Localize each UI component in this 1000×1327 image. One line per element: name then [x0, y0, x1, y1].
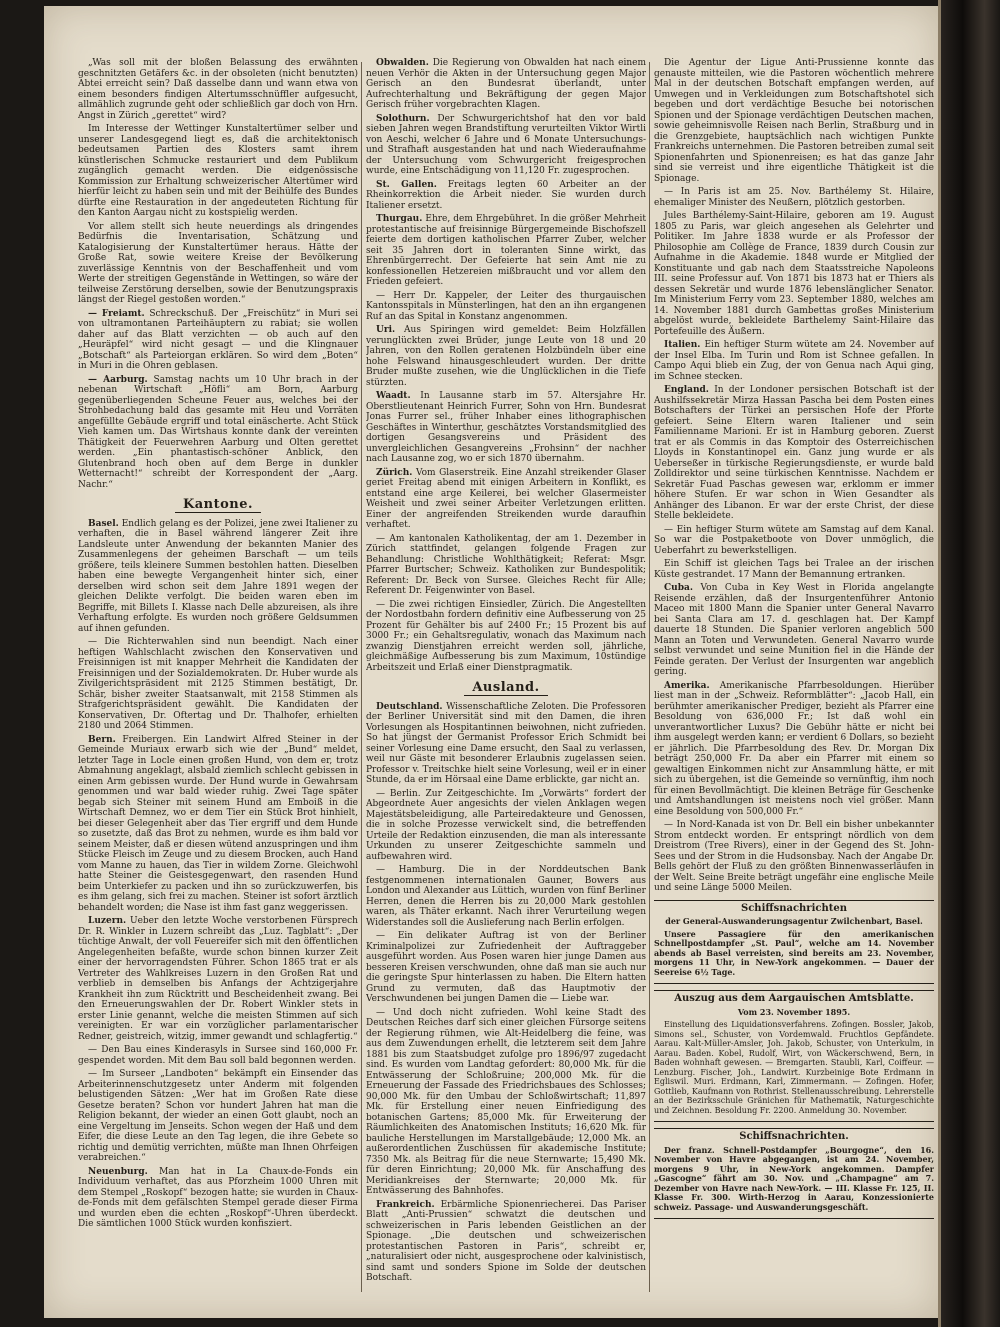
- shipping-notice-box: [654, 900, 934, 985]
- place-heading: St. Gallen.: [376, 179, 437, 190]
- news-item: Frankreich. Erbärmliche Spionenriecherei. Das Pariser Blatt „Anti-Prussien“ schwatzt die deutschen und schweizerischen in Paris lebenden Geistlichen an der Spionage. „Die deutschen und schweizerischen protestantischen Pastoren in Paris“, schreibt er, „naturalisiert oder nicht, ausgesprochene oder kalvinistisch, sind samt und sonders Spione im Solde der deutschen Botschaft.: [366, 1199, 646, 1283]
- article-paragraph: — Den Bau eines Kinderasyls in Sursee sind 160,000 Fr. gespendet worden. Mit dem Bau soll bald begonnen werden.: [78, 1045, 358, 1066]
- place-heading: — Aarburg.: [88, 374, 148, 385]
- place-heading: Uri.: [376, 325, 396, 335]
- news-item: St. Gallen. Freitags legten 60 Arbeiter an der Rheinkorrektion die Arbeit nieder. Sie wurden durch Italiener ersetzt.: [366, 179, 646, 211]
- page-edge: [938, 0, 941, 1327]
- box-text: Der franz. Schnell-Postdampfer „Bourgogne“, den 16. November von Havre abgegangen, ist am 24. November, morgens 9 Uhr, in New-York angekommen. Dampfer „Gascogne“ fährt am 30. Nov. und „Champagne“ am 7. Dezember von Havre nach New-York. — III. Klasse Fr. 125, II. Klasse Fr. 300. Wirth-Herzog in Aarau, Konzessionierte schweiz. Passage- und Auswanderungsgeschäft.: [654, 1144, 934, 1212]
- place-heading: — Freiamt.: [88, 308, 145, 319]
- news-item: — Aarburg. Samstag nachts um 10 Uhr brach in der nebenan Wirtschaft „Höfli“ am Born, Aarburg gegenüberliegenden Scheune Feuer aus, welches bei der Strohbedachung bald das gesamte mit Heu und Vorräten angefüllte Gebäude ergriff und total einäscherte. Acht Stück Vieh kamen um. Das Wirtshaus konnte dank der vereinten Thätigkeit der Feuerwehren Aarburg und Olten gerettet werden. „Ein phantastisch-schöner Anblick, den Glutenbrand hoch oben auf dem Berge in dunkler Wetternacht!“ schreibt der Korrespondent der „Aarg. Nachr.“: [78, 374, 358, 490]
- place-heading: Solothurn.: [376, 113, 430, 124]
- box-title: Schiffsnachrichten.: [739, 1131, 849, 1142]
- place-heading: Zürich.: [376, 467, 413, 478]
- news-item: Bern. Freibergen. Ein Landwirt Alfred Steiner in der Gemeinde Muriaux erwarb sich wie der „Bund“ meldet, letzter Tage in Locle einen großen Hund, von dem er, trotz Abmahnung angeklagt, alsbald ziemlich schlecht gebissen in einen Arm gebissen wurde. Der Hund wurde in Gewahrsam genommen und war bald wieder ruhig. Zwei Tage später begab sich Steiner mit seinem Hund am Emboiß in die Wirtschaft Demnez, wo er dem Tier ein Stück Brot hinhielt, bei dieser Gelegenheit aber das Tier ergriff und dem Hunde so zusetzte, daß das Brot zu nehmen, wurde es ihm bald vor seinem Meister, daß er diesen wütend anzuspringen und ihm Stücke Fleisch im Zeuge und zu diesem Brocken, auch Hand vom Manne zu hauen, das Tier in wildem Zorne. Gleichwohl hatte Steiner die Geistesgegenwart, den rasenden Hund beim Unterkiefer zu packen und ihn so zurückzuwerfen, bis es ihm gelang, sich frei zu machen. Steiner ist sofort ärztlich behandelt worden; die Nase ist ihm fast ganz weggerissen.: [78, 734, 358, 913]
- news-item: Zürich. Vom Glaserstreik. Eine Anzahl streikender Glaser geriet Freitag abend mit einigen Arbeitern in Konflikt, es entstand eine arge Keilerei, bei welcher Glasermeister Weisheit und zwei seiner Arbeiter Verletzungen erlitten. Einer der angreifenden Streikenden wurde daraufhin verhaftet.: [366, 467, 646, 530]
- article-paragraph: — Die Richterwahlen sind nun beendigt. Nach einer heftigen Wahlschlacht zwischen den Konservativen und Freisinnigen ist mit knapper Mehrheit die Kandidaten der Freisinnigen und der Sozialdemokraten. Dr. Huber wurde als Zivilgerichtspräsident mit 2125 Stimmen bestätigt, Dr. Schär, bisher zweiter Staatsanwalt, mit 2158 Stimmen als Strafgerichtspräsident gewählt. Die Kandidaten der Konservativen, Dr. Oftertag und Dr. Thalhofer, erhielten 2180 und 2064 Stimmen.: [78, 637, 358, 731]
- article-paragraph: — Ein delikater Auftrag ist von der Berliner Kriminalpolizei zur Zufriedenheit der Auftraggeber ausgeführt worden. Aus Posen waren hier junge Damen aus besseren Kreisen verschwunden, ohne daß man sie auch nur die geringste Spur hinterlassen zu haben. Die Eltern hatten Grund zu vermuten, daß das Hauptmotiv der Verschwundenen bei jungen Damen die — Liebe war.: [366, 931, 646, 1004]
- news-item: Deutschland. Wissenschaftliche Zeloten. Die Professoren der Berliner Universität sind mit den Damen, die ihren Vorlesungen als Hospitantinnen beiwohnen, nicht zufrieden. So hat jüngst der Germanist Professor Erich Schmidt bei seiner Vorlesung eine Dame ersucht, den Saal zu verlassen, weil nur Gäste mit besonderer Erlaubnis zugelassen seien. Professor v. Treitschke hielt seine Vorlesung, weil er in einer Stunde, da er im Hörsaal eine Dame erblickte, gar nicht an.: [366, 701, 646, 785]
- article-paragraph: — Die zwei richtigen Einsiedler, Zürich. Die Angestellten der Nordostbahn fordern definitiv eine Aufbesserung von 25 Prozent für Gehälter bis auf 2400 Fr.; 15 Prozent bis auf 3000 Fr.; ein Gehaltsregulativ, wonach das Maximum nach zwanzig Dienstjahren erreicht werden soll, jährliche, gleichmäßige Aufbesserung bis zum Maximum, 10stündige Arbeitszeit und Erlaß einer Dienstpragmatik.: [366, 599, 646, 673]
- article-paragraph: — Herr Dr. Kappeler, der Leiter des thurgauischen Kantonsspitals in Münsterlingen, hat den an ihn ergangenen Ruf an das Spital in Konstanz angenommen.: [366, 290, 646, 322]
- place-heading: Italien.: [664, 340, 701, 350]
- news-item: Luzern. Ueber den letzte Woche verstorbenen Fürsprech Dr. R. Winkler in Luzern schreibt das „Luz. Tagblatt“: „Der tüchtige Anwalt, der voll Feuereifer sich mit den öffentlichen Angelegenheiten befaßte, wurde schon binnen kurzer Zeit einer der hervorragendsten Führer. Schon 1865 trat er als Vertreter des Wahlkreises Luzern in den Großen Rat und verblieb in demselben bis Anfangs der Achtzigerjahre Krankheit ihn zum Rücktritt und Bescheidenheit zwang. Bei den Erneuerungswahlen der Dr. Robert Winkler stets in erster Linie genannt, welche die meisten Stimmen auf sich vereinigten. Er war ein vorzüglicher parlamentarischer Redner, geistreich, witzig, immer gewandt und schlagfertig.“: [78, 916, 358, 1042]
- article-paragraph: — Und doch nicht zufrieden. Wohl keine Stadt des Deutschen Reiches darf sich einer gleichen Fürsorge seitens der Regierung rühmen, wie Alt-Heidelberg die feine, was aus dem Zuwendungen erhellt, die letzterem seit dem Jahre 1881 bis zum Staatsbudget zufolge pro 1896/97 zugedacht sind. Es wurden vom Landtag gefordert: 80,000 Mk. für die Entwässerung der Schloßruine; 200,000 Mk. für die Erneuerung der Fassade des Friedrichsbaues des Schlosses; 90,000 Mk. für den Umbau der Schloßwirtschaft; 11,897 Mk. für Erstellung einer neuen Einfriedigung des botanischen Gartens; 85,000 Mk. für Erweiterung der Räumlichkeiten des Anatomischen Instituts; 16,620 Mk. für bauliche Herstellungen im Marstallgebäude; 12,000 Mk. an außerordentlichen Zuschüssen für akademische Institute; 7350 Mk. als Beitrag für die neue Sternwarte; 15,490 Mk. für deren Einrichtung; 20,000 Mk. für Anschaffung des Meridiankreises der Sternwarte; 20,000 Mk. für Entwässerung des Bahnhofes.: [366, 1007, 646, 1196]
- place-heading: Waadt.: [376, 391, 411, 401]
- place-heading: Thurgau.: [376, 214, 423, 224]
- amtsblatt-box: [654, 990, 934, 1122]
- news-item: Waadt. In Lausanne starb im 57. Altersjahre Hr. Oberstlieutenant Heinrich Furrer, Sohn von Hrn. Bundesrat Jonas Furrer sel., früher Inhaber eines lithographischen Geschäftes in Winterthur, geschätztes Vorstandsmitglied des dortigen Gesangsvereins und Präsident des unvergleichlichen Gesangvereins „Frohsinn“ der nachher nach Lausanne zog, wo er sich 1870 übernahm.: [366, 391, 646, 464]
- news-item: Thurgau. Ehre, dem Ehrgebühret. In die größer Mehrheit protestantische auf freisinnige Bürgergemeinde Bischofszell feierte dem dortigen katholischen Pfarrer Zuber, welcher seit 35 Jahren dort in toleranten Sinne wirkt, das Ehrenbürgerrecht. Der Gefeierte hat sein Amt nie zu konfessionellen Hetzereien mißbraucht und vor allem den Frieden gefeiert.: [366, 214, 646, 287]
- column-rule: [361, 62, 362, 1292]
- box-text: Unsere Passagiere für den amerikanischen Schnellpostdampfer „St. Paul“, welche am 14. November abends ab Basel verreisten, sind bereits am 23. November, morgens 11 Uhr, in New-York angekommen. — Dauer der Seereise 6½ Tage.: [654, 928, 934, 977]
- news-item: Italien. Ein heftiger Sturm wütete am 24. November auf der Insel Elba. Im Turin und Rom ist Schnee gefallen. In Campo Aqui blieb ein Zug, der von Genua nach Aqui ging, im Schnee stecken.: [654, 340, 934, 382]
- article-paragraph: — Ein heftiger Sturm wütete am Samstag auf dem Kanal. So war die Postpaketboote von Dover unmöglich, die Ueberfahrt zu bewerkstelligen.: [654, 524, 934, 556]
- box-subtitle: der General-Auswanderungsagentur Zwilchenbart, Basel.: [665, 916, 923, 926]
- place-heading: Luzern.: [88, 916, 127, 926]
- book-gutter: [938, 0, 1000, 1327]
- place-heading: Amerika.: [664, 680, 710, 691]
- article-paragraph: „Was soll mit der bloßen Belassung des erwähnten geschnitzten Getäfers &c. in der obsoleten (nicht benutzten) Abtei erreicht sein? Daß dasselbe dann und wann etwa von einem besonders findigen Altertumsschnüffler aufgesucht, allmählich zugrunde geht oder schließlich gar doch von Hrn. Angst in Zürich „gerettet“ wird?: [78, 58, 358, 121]
- article-paragraph: — In Nord-Kanada ist von Dr. Bell ein bisher unbekannter Strom entdeckt worden. Er entspringt nördlich von dem Dreistrom (Tree Rivers), einer in der Gegend des St. John-Sees und der Strom in die Hudsonsbay. Nach der Angabe Dr. Bells gehört der Fluß zu den größten Binnenwasserläufen in der Welt. Seine Breite beträgt ungefähr eine englische Meile und seine Länge 5000 Meilen.: [654, 820, 934, 893]
- article-paragraph: — Am kantonalen Katholikentag, der am 1. Dezember in Zürich stattfindet, gelangen folgende Fragen zur Behandlung: Christliche Wohlthätigkeit; Referat: Msgr. Pfarrer Burtscher; Schweiz. Katholiken zur Bundespolitik; Referent: Dr. Beck von Sursee. Gleiches Recht für Alle; Referent Dr. Feigenwinter von Basel.: [366, 533, 646, 596]
- news-item: England. In der Londoner persischen Botschaft ist der Aushilfssekretär Mirza Hassan Pascha bei dem Posten eines Botschafters der Türkei an persischen Hofe der Pforte gefeiert. Seine Eltern waren Italiener und sein Familienname Marioni. Er ist in Hamburg geboren. Zuerst trat er als Commis in das Komptoir des Osterreichischen Lloyds in Konstantinopel ein. Ganz jung wurde er als Ueberseßer in türkische Regierungsdienste, er wurde bald Zolldirektor und seine türkischen Kenntnisse. Nachdem er Sekretär Fuad Paschas gewesen war, erklomm er immer höhere Stufen. Er war schon in Wien Gesandter als Anhänger des Libanon. Er war der erste Christ, der diese Stelle bekleidete.: [654, 385, 934, 521]
- section-heading-kantone: Kantone.: [78, 500, 358, 511]
- news-item: Amerika. Amerikanische Pfarrbesoldungen. Hierüber liest man in der „Schweiz. Reformblätter“: „Jacob Hall, ein berühmter amerikanischer Prediger, bezieht als Pfarrer eine Besoldung von 636,000 Fr.; Ist daß wohl ein unverantwortlicher Luxus? Die Gebühr hätte er nicht bei ihm ausgelegt werden kann; er verdient 6 Dollars, so bezieht er jährlich. Die Pfarrbesoldung des Rev. Dr. Morgan Dix beträgt 250,000 Fr. Da aber ein Pfarrer mit einem so gewaltigen Einkommen nicht zur Ansammlung hätte, er mit sich zu übergehen, ist die Gemeinde so vernünftig, ihm noch für einen Bevollmächtigt. Die kleinen Beträge für Geschenke und Amtshandlungen ist meistens noch viel größer. Mann eine Besoldung von 500,000 Fr.“: [654, 680, 934, 817]
- column-1: [78, 58, 358, 1293]
- article-paragraph: — Berlin. Zur Zeitgeschichte. Im „Vorwärts“ fordert der Abgeordnete Auer angesichts der vielen Anklagen wegen Majestätsbeleidigung, alle Parteiredakteure und Genossen, die in solche Prozesse verwickelt sind, die betreffenden Urteile der Redaktion einzusenden, die man als interessante Urkunden zu unserer Zeitgeschichte sammeln und aufbewahren wird.: [366, 788, 646, 862]
- column-rule: [649, 62, 650, 1292]
- place-heading: Frankreich.: [376, 1199, 435, 1210]
- news-item: Neuenburg. Man hat in La Chaux-de-Fonds ein Individuum verhaftet, das aus Pforzheim 1000 Uhren mit dem Stempel „Roskopf“ bezogen hatte; sie wurden in Chaux-de-Fonds mit dem gefälschten Stempel gerade dieser Firma und wurden eben die echten „Roskopf“-Uhren überdeckt. Die sämtlichen 1000 Stück wurden konfisziert.: [78, 1166, 358, 1229]
- section-heading-ausland: Ausland.: [366, 683, 646, 694]
- news-item: Uri. Aus Spiringen wird gemeldet: Beim Holzfällen verunglückten zwei Brüder, junge Leute von 18 und 20 Jahren, von den Rollen geratenen Holzbündeln über eine hohe Felswand hinausgeschleudert wurden. Der dritte Bruder mußte zusehen, wie die Unglücklichen in die Tiefe stürzten.: [366, 325, 646, 388]
- news-item: — Freiamt. Schreckschuß. Der „Freischütz“ in Muri sei von ultramontanen Parteihäuptern zu rabiat; sie wollen daher auf das Blatt verzichten — ob auch auf den „Heuräpfel“ wird nicht gesagt — und die Klingnauer „Botschaft“ als Parteiorgan erklären. So wird dem „Boten“ in Muri in die Ohren geblasen.: [78, 308, 358, 371]
- article-paragraph: Im Interesse der Wettinger Kunstaltertümer selber und unserer Landesgegend liegt es, daß die architektonisch bedeutsamen Partien des Klosters samt ihrem künstlerischen Schmucke restauriert und dem Publikum zugänglich gemacht werden. Die eidgenössische Kommission zur Erhaltung schweizerischer Altertümer wird hierfür leicht zu haben sein und mit der Beihülfe des Bundes dürfte eine Restauration in der angedeuteten Richtung für den Kanton Aargau nicht zu kostspielig werden.: [78, 124, 358, 218]
- place-heading: Obwalden.: [376, 58, 429, 68]
- news-item: Basel. Endlich gelang es der Polizei, jene zwei Italiener zu verhaften, die in Basel während längerer Zeit ihre Landsleute unter Anwendung der bekannten Manier des Zusammenlegens der geheimen Barschaft — um teils größere, teils kleinere Summen bestohlen hatten. Dieselben haben eine bewegte Vergangenheit hinter sich, einer derselben wird schon seit dem Jahre 1891 wegen der gleichen Delikte verfolgt. Die beiden waren eben im Begriffe, mit Billets I. Klasse nach Delle abzureisen, als ihre Verhaftung erfolgte. Es wurden noch größere Geldsummen auf ihnen gefunden.: [78, 518, 358, 634]
- news-item: Solothurn. Der Schwurgerichtshof hat den vor bald sieben Jahren wegen Brandstiftung verurteilten Viktor Wirtli von Aeschi, welcher 6 Jahre und 6 Monate Untersuchungs- und Strafhaft ausgestanden hat und nach Wiederaufnahme der Untersuchung vom Schwurgericht freigesprochen wurde, eine Entschädigung von 11,120 Fr. zugesprochen.: [366, 113, 646, 176]
- box-date: Vom 23. November 1895.: [737, 1006, 851, 1017]
- place-heading: Cuba.: [664, 583, 693, 593]
- place-heading: Neuenburg.: [88, 1166, 148, 1177]
- column-2: [366, 58, 646, 1293]
- article-paragraph: Jules Barthélemy-Saint-Hilaire, geboren am 19. August 1805 zu Paris, war gleich angesehen als Gelehrter und Politiker. Im Jahre 1838 wurde er als Professor der Philosophie am Collège de France, 1839 durch Cousin zur Aufnahme in die Akademie. 1848 wurde er Mitglied der Konstituante und gab nach dem Staatsstreiche Napoleons III. seine Professur auf. Von 1871 bis 1873 hat er Thiers als dessen Sekretär und wurde 1876 lebenslänglicher Senator. Im Ministerium Ferry vom 23. September 1880, welches am 14. November 1881 durch Gambettas großes Ministerium abgelöst wurde, bekleidete Barthelemy Saint-Hilaire das Portefeuille des Äußern.: [654, 211, 934, 337]
- column-3: [654, 58, 934, 1293]
- box-title: Schiffsnachrichten: [740, 902, 847, 914]
- place-heading: Basel.: [88, 518, 119, 529]
- shipping-notice-box-2: [654, 1128, 934, 1219]
- place-heading: Bern.: [88, 734, 116, 745]
- box-text: Einstellung des Liquidationsverfahrens. Zofingen. Bossler, Jakob, Simons sel., Schuster, von Vordemwald. Fruchtlos Gepfändete. Aarau. Kalt-Müller-Amsler, Joh. Jakob, Schuster, von Unterkulm, in Aarau. Baden. Kobel, Rudolf, Wirt, von Wäckerschwend, Bern, in Baden wohnhaft gewesen. — Bremgarten. Staubli, Karl, Coiffeur. — Lenzburg. Fischer, Joh., Landwirt. Kurzbeinige Bote Erdmann in Egliswil. Muri. Erdmann, Karl, Zimmermann. — Zofingen. Hofer, Gottlieb, Kaufmann von Rothrist. Stellenausschreibung. Lehrerstelle an der Bezirksschule Gränichen für Mathematik, Naturgeschichte und Zeichnen. Besoldung Fr. 2200. Anmeldung 30. November.: [654, 1020, 934, 1115]
- box-title: Auszug aus dem Aargauischen Amtsblatte.: [674, 993, 914, 1004]
- article-paragraph: Die Agentur der Ligue Anti-Prussienne konnte das genauste mitteilen, wie die Pastoren wöchentlich mehrere Mal in der deutschen Botschaft empfangen werden, auf Umwegen und in Verkleidungen zum Botschaftshotel sich begeben und dort verdächtige Besuche bei notorischen Spionen und der Spionage verdächtigen Deutschen machen, sowie geheimnisvolle Reisen nach Berlin, Straßburg und in die Grenzgebiete, hauptsächlich nach wichtigen Punkte Frankreichs unternehmen. Die Pastoren betreiben zumal seit Spionenfahrten und Spionenreisen; es hat das ganze Jahr sind sie verreist und ihre eigentliche Thätigkeit ist die Spionage.: [654, 58, 934, 184]
- article-paragraph: Ein Schiff ist gleichen Tags bei Tralee an der irischen Küste gestrandet. 17 Mann der Bemannung ertranken.: [654, 559, 934, 580]
- article-paragraph: — Im Surseer „Landboten“ bekämpft ein Einsender das Arbeiterinnenschutzgesetz unter Anderm mit folgenden belustigenden Sätzen: „Wer hat im Großen Rate diese Gesetze beraten? Schon vor hundert Jahren hat man die Religion bekannt, der wieder an einen Gott glaubt, noch an eine Vergeltung im Jenseits. Schon wegen der Haß und dem Eifer, die diese Leute an den Tag legen, die ihre Gebete so richtig und demütig verrichten, müßte man Ihnen Ohrfeigen verabreichen.“: [78, 1069, 358, 1163]
- article-paragraph: — Hamburg. Die in der Norddeutschen Bank festgenommenen internationalen Gauner, Bowers aus London und Alexander aus Lüttich, wurden von fünf Berliner Herren, denen die Herren bis zu 20,000 Mark gestohlen waren, als Thäter erkannt. Nach ihrer Verurteilung wegen Widerstandes soll die Auslieferung nach Berlin erfolgen.: [366, 865, 646, 928]
- news-item: Cuba. Von Cuba in Key West in Florida angelangte Reisende erzählen, daß der Insurgentenführer Antonio Maceo mit 1800 Mann die Spanier unter General Navarro bei Santa Clara am 17. d. geschlagen hat. Der Kampf dauerte 18 Stunden. Die Spanier verloren angeblich 500 Mann an Toten und Verwundeten. General Navarro wurde selbst verwundet und seine Munition fiel in die Hände der Feinde geraten. Der Verlust der Insurgenten war angeblich gering.: [654, 583, 934, 677]
- place-heading: Deutschland.: [376, 701, 443, 712]
- article-paragraph: Vor allem stellt sich heute neuerdings als dringendes Bedürfnis die Inventarisation, Schätzung und Katalogisierung der Kunstaltertümer heraus. Hätte der Große Rat, sowie weitere Kreise der Bevölkerung zuverlässige Kenntnis von der Beschaffenheit und vom Werte der streitigen Gegenstände in Wettingen, so wäre der teilweise Zerstörung derselben, sowie der Benutzungspraxis längst der Riegel gestoßen worden.“: [78, 221, 358, 305]
- news-item: Obwalden. Die Regierung von Obwalden hat nach einem neuen Verhör die Akten in der Untersuchung gegen Major Gerisch an den Bundesrat überlandt, unter Aufrechterhaltung und Bekräftigung der gegen Major Gerisch früher vorgebrachten Klagen.: [366, 58, 646, 110]
- place-heading: England.: [664, 385, 709, 395]
- article-paragraph: — In Paris ist am 25. Nov. Barthélemy St. Hilaire, ehemaliger Minister des Neußern, plötzlich gestorben.: [654, 187, 934, 208]
